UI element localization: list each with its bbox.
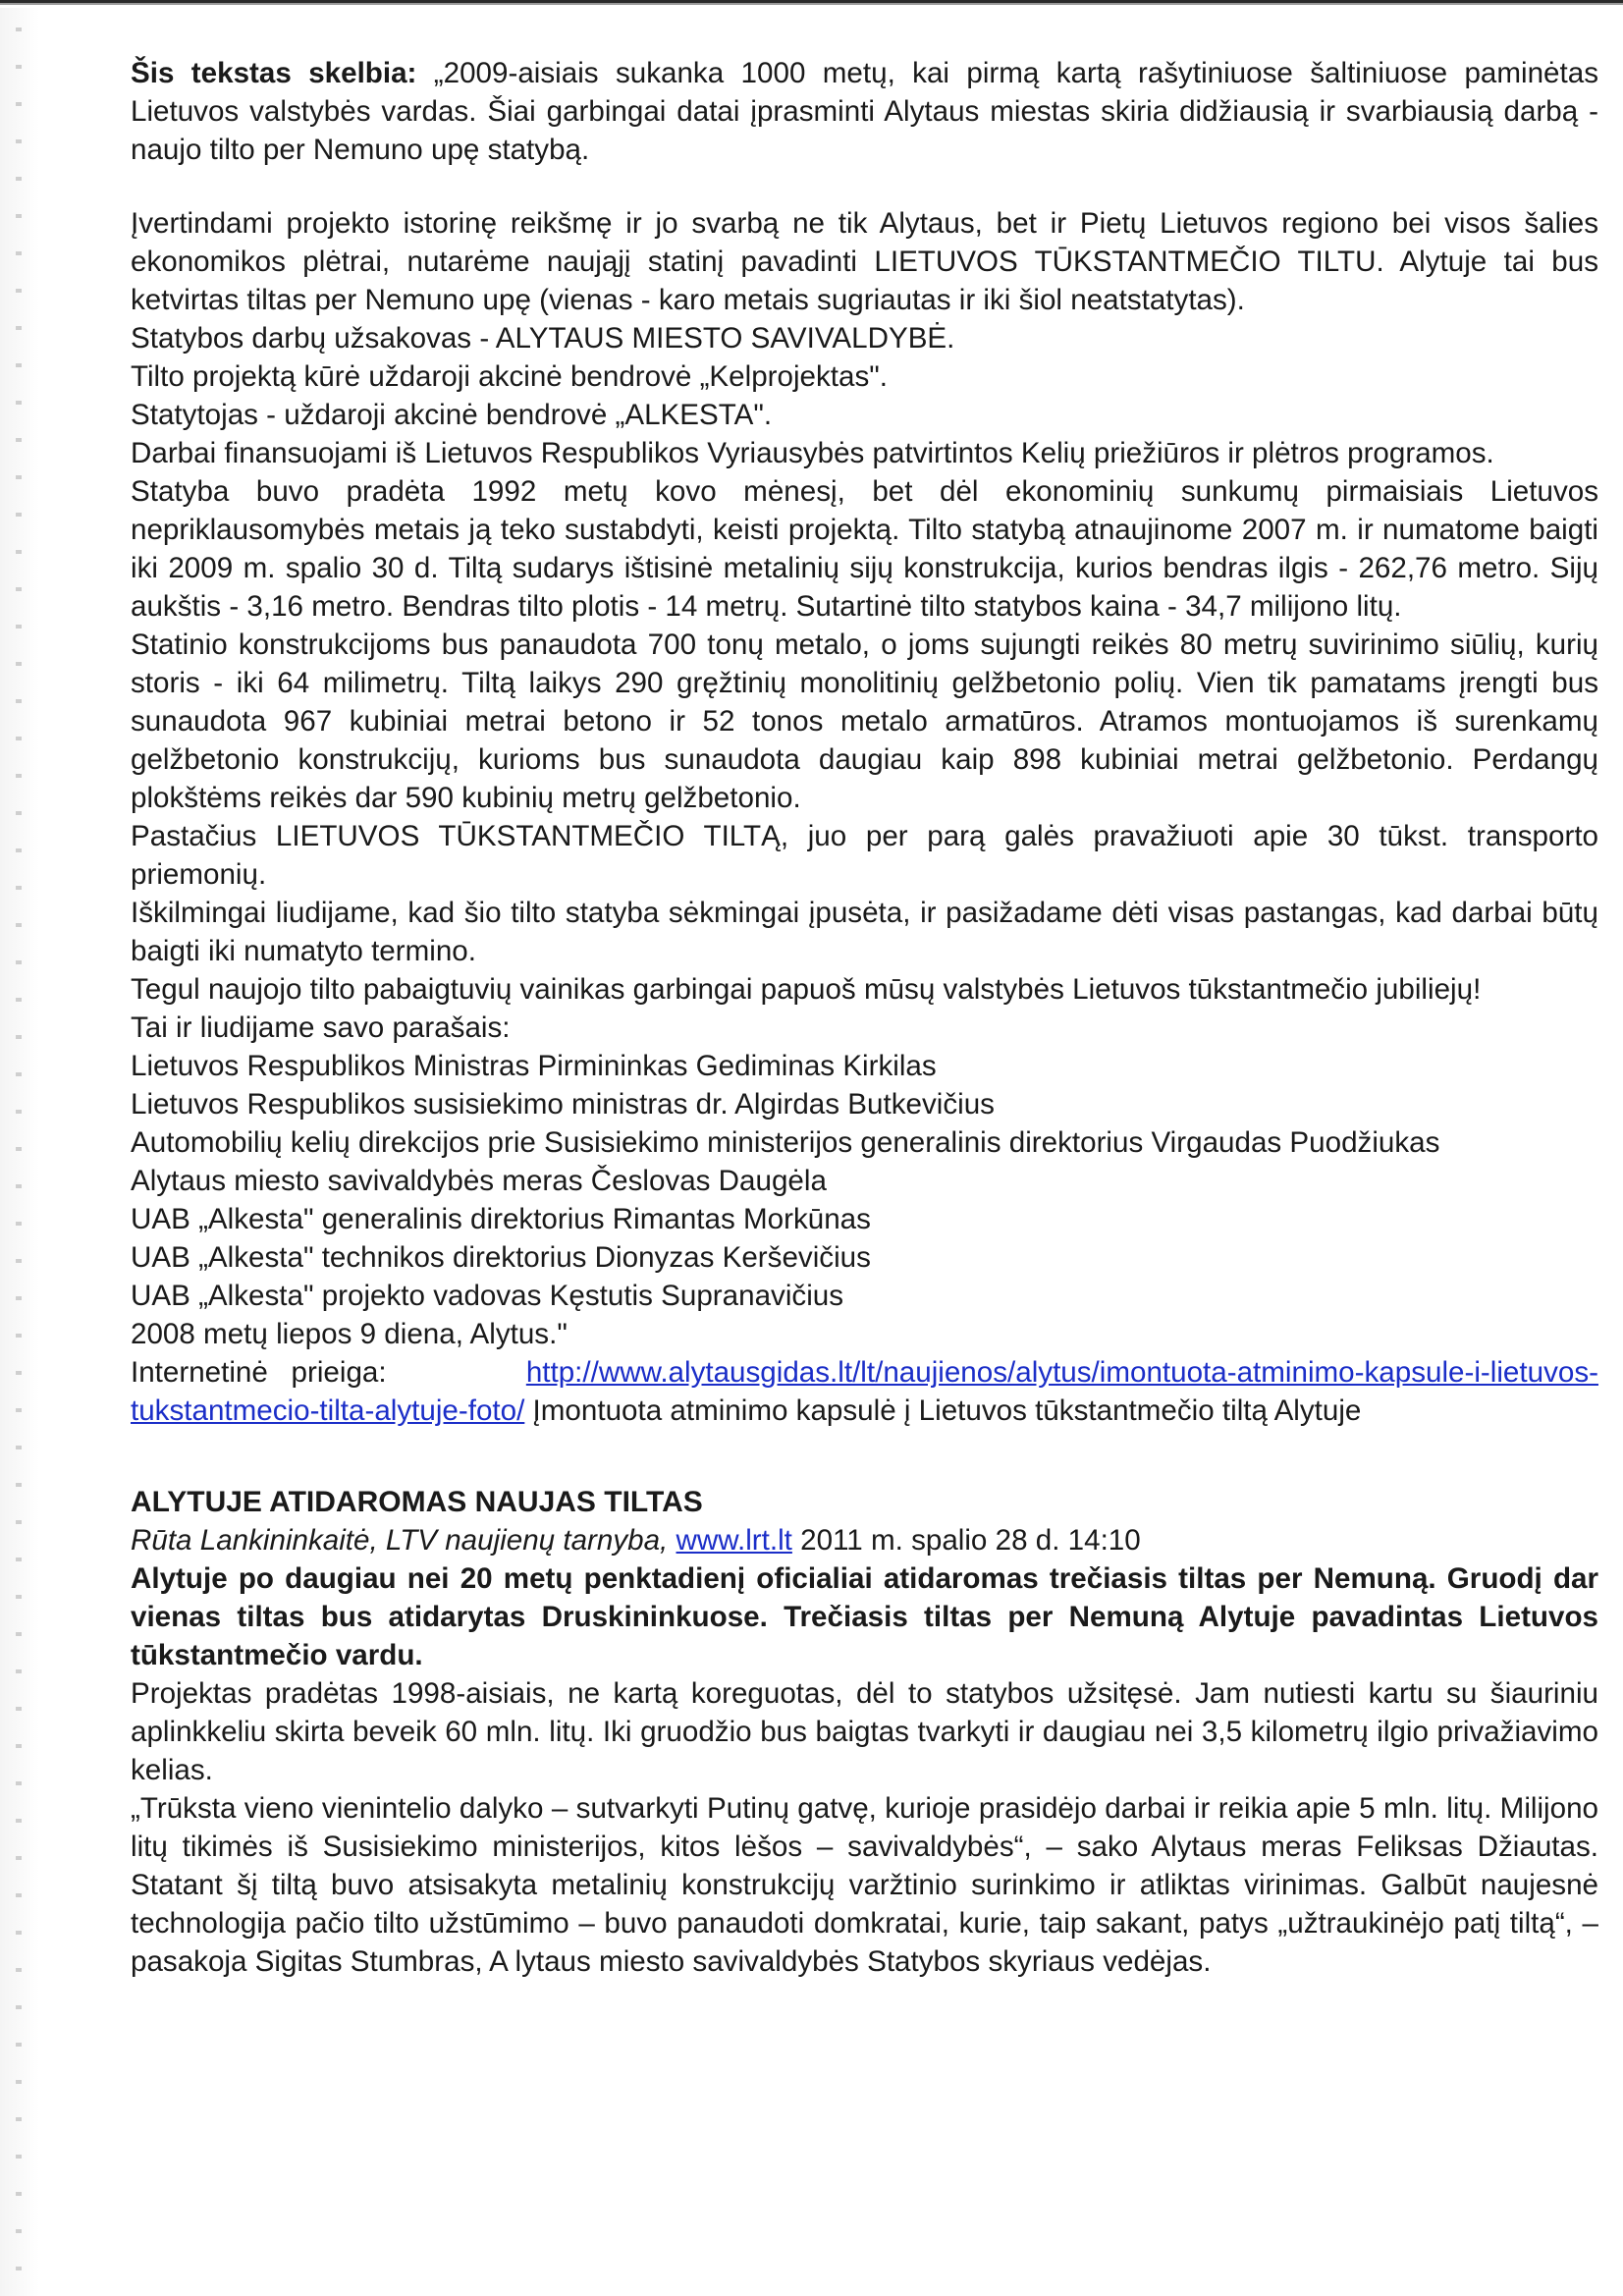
paragraph-significance: Įvertindami projekto istorinę reikšmę ir jo svarbą ne tik Alytaus, bet ir Pietų Lietuvos regiono bei visos šalies ekonomikos plėtrai, nutarėme naująjį statinį pavadinti LIETUVOS TŪKSTANTMEČIO TILTU. Alytuje tai bus ketvirtas tiltas per Nemuno upę (vienas - karo metais sugriautas ir iki šiol neatstatytas). xyxy=(131,207,1598,316)
binder-margin xyxy=(0,8,39,2296)
source-title: Įmontuota atminimo kapsulė į Lietuvos tūkstantmečio tiltą Alytuje xyxy=(524,1394,1362,1427)
signer-line: Lietuvos Respublikos Ministras Pirmininkas Gediminas Kirkilas xyxy=(131,1050,937,1082)
signer-line: Alytaus miesto savivaldybės meras Česlovas Daugėla xyxy=(131,1165,827,1197)
paragraph-history: Statyba buvo pradėta 1992 metų kovo mėnesį, bet dėl ekonominių sunkumų pirmaisiais Lietuvos nepriklausomybės metais ją teko sustabdyti, keisti projektą. Tilto statybą atnaujinome 2007 m. ir numatome baigti iki 2009 m. spalio 30 d. Tiltą sudarys ištisinė metalinių sijų konstrukcija, kurios bendras ilgis - 262,76 metro. Sijų aukštis - 3,16 metro. Bendras tilto plotis - 14 metrų. Sutartinė tilto statybos kaina - 34,7 milijono litų. xyxy=(131,475,1598,623)
byline-date: 2011 m. spalio 28 d. 14:10 xyxy=(791,1524,1141,1557)
paragraph-funding: Darbai finansuojami iš Lietuvos Respublikos Vyriausybės patvirtintos Kelių priežiūros ir plėtros programos. xyxy=(131,437,1494,469)
signer-line: UAB „Alkesta" technikos direktorius Dionyzas Kerševičius xyxy=(131,1241,871,1274)
paragraph-client: Statybos darbų užsakovas - ALYTAUS MIESTO SAVIVALDYBĖ. xyxy=(131,322,955,355)
signer-line: Lietuvos Respublikos susisiekimo ministras dr. Algirdas Butkevičius xyxy=(131,1088,995,1121)
intro-paragraph xyxy=(131,54,1598,169)
signer-line: Automobilių kelių direkcijos prie Susisiekimo ministerijos generalinis direktorius Virgaudas Puodžiukas xyxy=(131,1126,1440,1159)
scan-top-edge xyxy=(0,0,1623,8)
paragraph-signatures-intro: Tai ir liudijame savo parašais: xyxy=(131,1011,511,1044)
intro-text: „2009-aisiais sukanka 1000 metų, kai pirmą kartą rašytiniuose šaltiniuose paminėtas Lietuvos valstybės vardas. Šiai garbingai datai įprasminti Alytaus miestas skiria didžiausią ir svarbiausią darbą - naujo tilto per Nemuno upę statybą. xyxy=(131,57,1598,166)
paragraph-designer: Tilto projektą kūrė uždaroji akcinė bendrovė „Kelprojektas". xyxy=(131,360,889,393)
article-body-1: Projektas pradėtas 1998-aisiais, ne kartą koreguotas, dėl to statybos užsitęsė. Jam nutiesti kartu su šiauriniu aplinkkeliu skirta beveik 60 mln. litų. Iki gruodžio bus baigtas tvarkyti ir daugiau nei 3,5 kilometrų ilgio privažiavimo kelias. xyxy=(131,1677,1598,1786)
article-byline xyxy=(131,1521,1598,1559)
signer-line: UAB „Alkesta" projekto vadovas Kęstutis Supranavičius xyxy=(131,1280,844,1312)
paragraph-pledge: Iškilmingai liudijame, kad šio tilto statyba sėkmingai įpusėta, ir pasižadame dėti visas pastangas, kad darbai būtų baigti iki numatyto termino. xyxy=(131,897,1598,967)
paragraph-builder: Statytojas - uždaroji akcinė bendrovė „ALKESTA". xyxy=(131,399,773,431)
article-body-2: „Trūksta vieno vienintelio dalyko – sutvarkyti Putinų gatvę, kurioje prasidėjo darbai ir reikia apie 5 mln. litų. Milijono litų tikimės iš Susisiekimo ministerijos, kitos lėšos – savivaldybės“, – sako Alytaus meras Feliksas Džiautas. Statant šį tiltą buvo atsisakyta metalinių konstrukcijų varžtinio surinkimo ir atliktas virinimas. Galbūt naujesnė technologija pačio tilto užstūmimo – buvo panaudoti domkratai, kurie, taip sakant, patys „užtraukinėjo patį tiltą“, – pasakoja Sigitas Stumbras, A lytaus miesto savivaldybės Statybos skyriaus vedėjas. xyxy=(131,1792,1598,1978)
source-link[interactable]: http://www.alytausgidas.lt/lt/naujienos/alytus/imontuota-atminimo-kapsule-i-lietuvos-tukstantmecio-tilta-alytuje-foto/ xyxy=(131,1356,1598,1427)
article-lead: Alytuje po daugiau nei 20 metų penktadienį oficialiai atidaromas trečiasis tiltas per Nemuną. Gruodį dar vienas tiltas bus atidarytas Druskininkuose. Trečiasis tiltas per Nemuną Alytuje pavadintas Lietuvos tūkstantmečio vardu. xyxy=(131,1562,1598,1671)
date-line: 2008 metų liepos 9 diena, Alytus." xyxy=(131,1318,568,1350)
document-page xyxy=(131,54,1598,1981)
source-reference xyxy=(131,1353,1598,1430)
intro-label: Šis tekstas skelbia: xyxy=(131,57,417,89)
source-label: Internetinė prieiga: xyxy=(131,1356,387,1389)
article-heading: ALYTUJE ATIDAROMAS NAUJAS TILTAS xyxy=(131,1486,703,1518)
paragraph-capacity: Pastačius LIETUVOS TŪKSTANTMEČIO TILTĄ, juo per parą galės pravažiuoti apie 30 tūkst. transporto priemonių. xyxy=(131,820,1598,891)
paragraph-jubilee: Tegul naujojo tilto pabaigtuvių vainikas garbingai papuoš mūsų valstybės Lietuvos tūkstantmečio jubiliejų! xyxy=(131,973,1482,1006)
signer-line: UAB „Alkesta" generalinis direktorius Rimantas Morkūnas xyxy=(131,1203,871,1235)
paragraph-materials: Statinio konstrukcijoms bus panaudota 700 tonų metalo, o joms sujungti reikės 80 metrų suvirinimo siūlių, kurių storis - iki 64 milimetrų. Tiltą laikys 290 gręžtinių monolitinių gelžbetonio polių. Vien tik pamatams įrengti bus sunaudota 967 kubiniai metrai betono ir 52 tonos metalo armatūros. Atramos montuojamos iš surenkamų gelžbetonio konstrukcijų, kurioms bus sunaudota daugiau kaip 898 kubiniai metrai gelžbetonio. Perdangų plokštėms reikės dar 590 kubinių metrų gelžbetonio. xyxy=(131,629,1598,814)
byline-author: Rūta Lankininkaitė, LTV naujienų tarnyba, xyxy=(131,1524,676,1557)
byline-link[interactable]: www.lrt.lt xyxy=(676,1524,792,1557)
